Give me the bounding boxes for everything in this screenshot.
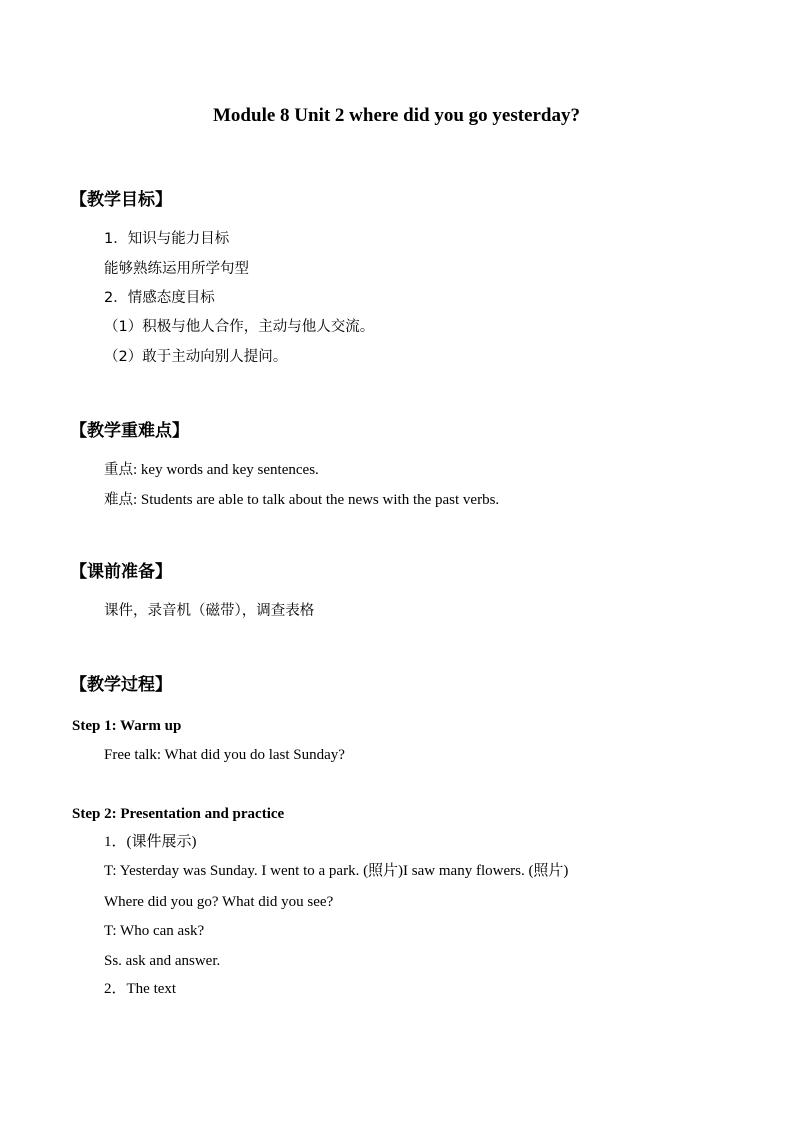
objective-item-2b: （2）敢于主动向别人提问。	[104, 349, 288, 365]
objective-item-2a: （1）积极与他人合作，主动与他人交流。	[104, 319, 375, 335]
step-1-title: Step 1: Warm up	[72, 718, 182, 734]
step-2-line-4: T: Who can ask?	[104, 923, 205, 939]
objective-item-2: 2．情感态度目标	[104, 290, 215, 306]
difficult-point-line	[104, 490, 499, 510]
preparation-heading: 【课前准备】	[70, 562, 172, 582]
step-2-line-2: T: Yesterday was Sunday. I went to a park. (照片)I saw many flowers. (照片)	[104, 863, 569, 879]
step-1-line-1: Free talk: What did you do last Sunday?	[104, 747, 345, 763]
objectives-heading: 【教学目标】	[70, 190, 172, 210]
process-heading: 【教学过程】	[70, 675, 172, 695]
objective-item-1: 1．知识与能力目标	[104, 231, 230, 247]
step-2-line-6: 2．The text	[104, 981, 177, 997]
difficult-point-text: : Students are able to talk about the news with the past verbs.	[133, 492, 500, 508]
step-2-title: Step 2: Presentation and practice	[72, 806, 285, 822]
difficult-point-label: 难点	[104, 492, 133, 508]
step-2-line-1: 1．(课件展示)	[104, 834, 197, 850]
document-title: Module 8 Unit 2 where did you go yesterday?	[213, 105, 580, 126]
step-2-line-5: Ss. ask and answer.	[104, 953, 221, 969]
key-points-heading: 【教学重难点】	[70, 421, 189, 441]
objective-item-1-text: 能够熟练运用所学句型	[104, 261, 249, 277]
key-point-text: : key words and key sentences.	[133, 462, 319, 478]
key-point-line	[104, 460, 319, 480]
key-point-label: 重点	[104, 462, 133, 478]
preparation-text: 课件，录音机（磁带），调查表格	[104, 603, 315, 619]
step-2-line-3: Where did you go? What did you see?	[104, 894, 334, 910]
